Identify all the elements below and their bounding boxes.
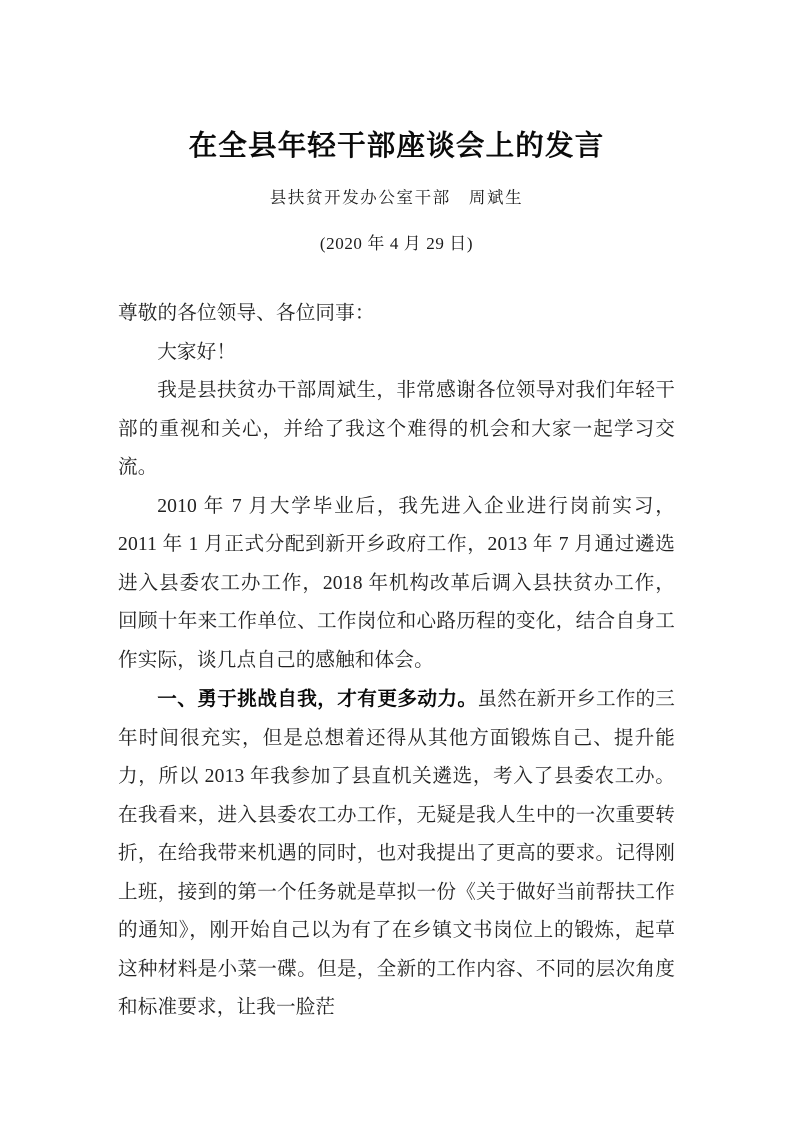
document-date: (2020 年 4 月 29 日) — [319, 233, 474, 253]
page-title: 在全县年轻干部座谈会上的发言 — [188, 130, 605, 162]
salutation-line: 尊敬的各位领导、各位同事： — [118, 303, 375, 324]
section-one-text: 虽然在新开乡工作的三年时间很充实，但是总想着还得从其他方面锻炼自己、提升能力，所以 2013 年我参加了县直机关遴选，考入了县委农工办。在我看来，进入县委农工办工作，无疑是我人生中的一次重要转折，在给我带来机遇的同时，也对我提出了更高的要求。记得刚上班，接到的第一个任务就是草拟一份《关于做好当前帮扶工作的通知》，刚开始自己以为有了在乡镇文书岗位上的锻炼，起草这种材料是小菜一碟。但是，全新的工作内容、不同的层次角度和标准要求，让我一脸茫 — [118, 689, 675, 1018]
paragraph-career-history: 2010 年 7 月大学毕业后，我先进入企业进行岗前实习，2011 年 1 月正式分配到新开乡政府工作，2013 年 7 月通过遴选进入县委农工办工作，2018 年机构改革后调入县扶贫办工作，回顾十年来工作单位、工作岗位和心路历程的变化，结合自身工作实际，谈几点自己的感触和体会。 — [118, 495, 675, 671]
document-byline: 县扶贫开发办公室干部 周斌生 — [269, 188, 524, 208]
paragraph-intro: 我是县扶贫办干部周斌生，非常感谢各位领导对我们年轻干部的重视和关心，并给了我这个难得的机会和大家一起学习交流。 — [118, 380, 675, 478]
paragraph-section-one — [118, 680, 675, 1028]
title-block — [118, 0, 675, 255]
greeting-line: 大家好！ — [157, 341, 237, 363]
document-body — [118, 255, 675, 1028]
section-one-heading: 一、勇于挑战自我，才有更多动力。 — [157, 688, 478, 710]
